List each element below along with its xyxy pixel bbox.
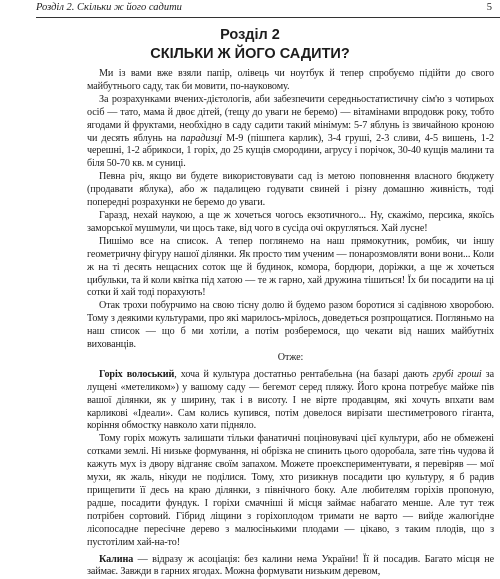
paragraph: Гаразд, нехай наукою, а ще ж хочеться чогось екзотичного... Ну, скажімо, персика, якоїсь заморської мушмули, чи щось таке, від чого в сусіда очі округляться. Хай лусне! <box>87 209 494 234</box>
chapter-title: СКІЛЬКИ Ж ЙОГО САДИТИ? <box>150 46 350 62</box>
running-title: Розділ 2. Скільки ж його садити <box>36 2 182 13</box>
header-rule <box>36 17 500 18</box>
paragraph: Отак трохи побурчимо на свою тісну долю й будемо разом боротися зі садівною хворобою. Тому з деякими культурами, про які марилось-мрілось, доведеться розпрощатися. Погляньмо на наш список — що б ми хотіли, а потім розберемося, що чекати від наших майбутніх вихованців. <box>87 300 494 351</box>
paragraph: Ми із вами вже взяли папір, олівець чи ноутбук й тепер спробуємо підійти до свого майбутнього саду, так би мовити, по-науковому. <box>87 68 494 92</box>
paragraph: Отже: <box>277 351 304 363</box>
page-number: 5 <box>486 2 492 13</box>
paragraph: Тому горіх можуть залишати тільки фанатичні поціновувачі цієї культури, або не обмежені сотками землі. Ні низьке формування, ні обрізка не спинить цього одоробала, затe тінь чудова й кажуть мух із двору відганяє своїм запахом. Можете проекспериментувати, я перевіряв — мої мухи, як жаль, нікуди не поділися. Тому, хто ризикнув посадити цю культуру, я б радив прищепити її десь на краю ділянки, з північного боку. Але любителям горіхів пропоную, радше, посадити фундук. І горіхи смачніші й місця займає набагато менше. Але тут теж потрібен сортовий. Гібрид ліщини з горіхоплодом тримати не варто — вийде жалюгідне лісопосадне пересічне дерево з малюсінькими плодами — цікаво, з таким плодів, що з пустотілим хай-на-то! <box>87 433 494 548</box>
body-text <box>87 68 494 579</box>
paragraph: Пишімо все на список. А тепер поглянемо на наш прямокутник, ромбик, чи іншу геометричну фігуру нашої ділянки. Як просто тим ученим — понарозмовляти вони вони... Коли ж на ті десять нещасних соток ще й будинок, комора, бордюри, доріжки, а ще ж хочеться цибульки, та й коли квітка під хатою — те ж гарно, хай дружина тішиться! Їх би посадити на ці сотки й хай тоді порахують! <box>87 235 494 299</box>
paragraph: Певна річ, якщо ви будете використовувати сад із метою поповнення власного бюджету (продавати яблука), або ж падалицею годувати свиней і різну домашню живність, тоді попередні розрахунки не беремо до уваги. <box>87 171 494 209</box>
running-header <box>36 2 500 18</box>
chapter-label: Розділ 2 <box>220 27 280 43</box>
paragraph: За розрахунками вчених-дієтологів, аби забезпечити середньостатистичну сім'ю з чотирьох осіб — тато, мама й двоє дітей, (тещу до уваги не беремо) — вітамінами впродовж року, тобто ягодами й фруктами, необхідно в саду садити такий мінімум: 5-7 яблунь із звичайною кроною чи десять яблунь на парадизці М-9 (пішпега карлик), 3-4 груші, 2-3 сливи, 4-5 вишень, 1-2 черешні, 1-2 абрикоси, 1 горіх, до 25 кущів смородини, агрусу і порічок, 30-40 кущів малини та біля 50-70 кв. м суниці. <box>87 93 494 170</box>
paragraph: Горіх волоський, хоча й культура достатньо рентабельна (на базарі дають грубі гроші за лущені «метеликом») у вашому саду — бегемот серед пляжу. Його крона потребує майже пів вашої ділянки, як у ширину, так і в висоту. І не вірте продавцям, які хочуть впхати вам карликові «Ідеали». Сам колись купився, потім довелося вирізати шестиметрового гіганта, коріння обмостку навколо хати підняло. <box>87 368 494 432</box>
paragraph: Калина — відразу ж асоціація: без калини нема України! Її й посадив. Багато місця не займає. Завжди в гарних ягодах. Можна формувати низьким деревом, <box>87 553 494 578</box>
